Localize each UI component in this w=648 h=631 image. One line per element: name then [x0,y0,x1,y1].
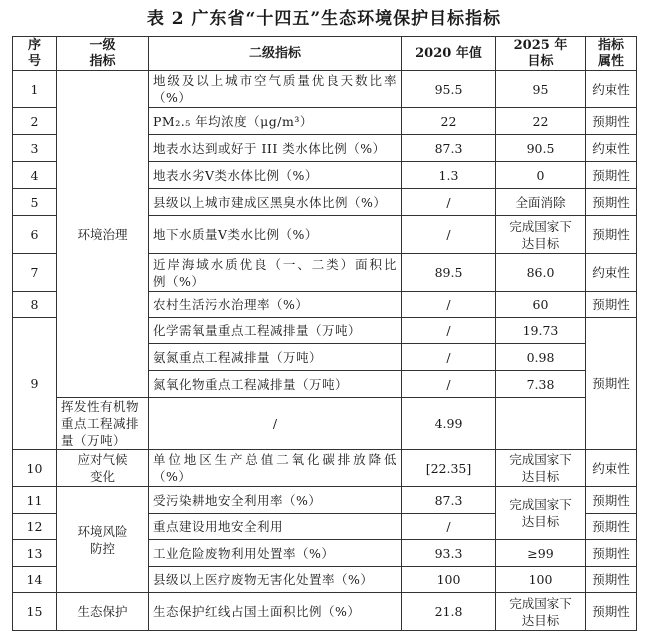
header-no: 序 号 [13,37,57,71]
header-row [13,37,637,71]
target-2025: 60 [496,292,586,318]
value-2020: / [402,292,496,318]
target-2025: 22 [496,108,586,135]
indicator-attribute: 预期性 [586,162,637,189]
target-2025: 完成国家下 达目标 [496,216,586,254]
indicator-name: 挥发性有机物重点工程减排量（万吨） [57,398,149,450]
target-2025: 86.0 [496,254,586,292]
indicator-name: 重点建设用地安全利用 [149,514,402,540]
indicator-attribute: 约束性 [586,254,637,292]
target-2025: 7.38 [496,371,586,398]
indicator-attribute: 预期性 [586,567,637,593]
table-row [13,71,637,108]
target-2025: 100 [496,567,586,593]
target-2025: 完成国家下 达目标 [496,450,586,487]
value-2020: / [402,189,496,216]
target-2025: 90.5 [496,135,586,162]
row-no: 3 [13,135,57,162]
value-2020: 87.3 [402,487,496,514]
indicator-attribute: 预期性 [586,216,637,254]
table-title: 表 2 广东省“十四五”生态环境保护目标指标 [146,9,502,29]
header-primary: 一级 指标 [57,37,149,71]
row-no: 1 [13,71,57,108]
value-2020: / [402,318,496,344]
group-ecological-protection: 生态保护 [57,593,149,631]
value-2020: 89.5 [402,254,496,292]
indicator-name: 县级以上城市建成区黑臭水体比例（%） [149,189,402,216]
target-2025: ≥99 [496,540,586,567]
row-no: 8 [13,292,57,318]
value-2020: 100 [402,567,496,593]
header-attribute: 指标 属性 [586,37,637,71]
row-no: 4 [13,162,57,189]
group-environment-governance: 环境治理 [57,71,149,398]
value-2020: 95.5 [402,71,496,108]
value-2020: 1.3 [402,162,496,189]
row-no: 13 [13,540,57,567]
value-2020: / [149,398,402,450]
targets-table [12,36,637,631]
value-2020: 21.8 [402,593,496,631]
indicator-name: PM₂.₅ 年均浓度（μg/m³） [149,108,402,135]
target-2025: 95 [496,71,586,108]
indicator-attribute: 预期性 [586,318,637,450]
group-environmental-risk: 环境风险 防控 [57,487,149,593]
target-2025: 19.73 [496,318,586,344]
indicator-attribute: 预期性 [586,108,637,135]
indicator-attribute: 约束性 [586,450,637,487]
indicator-name: 受污染耕地安全利用率（%） [149,487,402,514]
value-2020: 93.3 [402,540,496,567]
table-row [13,487,637,514]
indicator-attribute: 约束性 [586,71,637,108]
table-row [13,398,637,450]
header-secondary: 二级指标 [149,37,402,71]
group-climate-change: 应对气候 变化 [57,450,149,487]
indicator-name: 地下水质量V类水比例（%） [149,216,402,254]
indicator-attribute: 预期性 [586,540,637,567]
row-no: 12 [13,514,57,540]
value-2020: 87.3 [402,135,496,162]
target-2025: 0.98 [496,344,586,371]
value-2020: / [402,514,496,540]
indicator-name: 氮氧化物重点工程减排量（万吨） [149,371,402,398]
indicator-name: 近岸海域水质优良（一、二类）面积比 例（%） [149,254,402,292]
indicator-name: 单位地区生产总值二氧化碳排放降低 （%） [149,450,402,487]
indicator-name: 化学需氧量重点工程减排量（万吨） [149,318,402,344]
target-2025: 全面消除 [496,189,586,216]
row-no: 2 [13,108,57,135]
value-2020: / [402,216,496,254]
header-2025: 2025 年 目标 [496,37,586,71]
target-2025: 0 [496,162,586,189]
indicator-name: 氨氮重点工程减排量（万吨） [149,344,402,371]
row-no: 15 [13,593,57,631]
indicator-attribute: 预期性 [586,593,637,631]
indicator-attribute: 预期性 [586,189,637,216]
row-no: 6 [13,216,57,254]
indicator-name: 农村生活污水治理率（%） [149,292,402,318]
indicator-name: 地表水劣V类水体比例（%） [149,162,402,189]
target-2025: 4.99 [402,398,496,450]
row-no: 10 [13,450,57,487]
indicator-attribute: 预期性 [586,292,637,318]
indicator-attribute: 预期性 [586,514,637,540]
indicator-attribute: 约束性 [586,135,637,162]
indicator-name: 工业危险废物利用处置率（%） [149,540,402,567]
indicator-name: 地级及以上城市空气质量优良天数比率 （%） [149,71,402,108]
value-2020: / [402,344,496,371]
value-2020: 22 [402,108,496,135]
row-no: 9 [13,318,57,450]
target-2025: 完成国家下 达目标 [496,593,586,631]
row-no: 14 [13,567,57,593]
target-2025: 完成国家下 达目标 [496,487,586,540]
indicator-name: 地表水达到或好于 III 类水体比例（%） [149,135,402,162]
value-2020: [22.35] [402,450,496,487]
indicator-name: 县级以上医疗废物无害化处置率（%） [149,567,402,593]
table-row [13,450,637,487]
indicator-name: 生态保护红线占国土面积比例（%） [149,593,402,631]
row-no: 11 [13,487,57,514]
indicator-attribute: 预期性 [586,487,637,514]
row-no: 5 [13,189,57,216]
row-no: 7 [13,254,57,292]
header-2020: 2020 年值 [402,37,496,71]
value-2020: / [402,371,496,398]
